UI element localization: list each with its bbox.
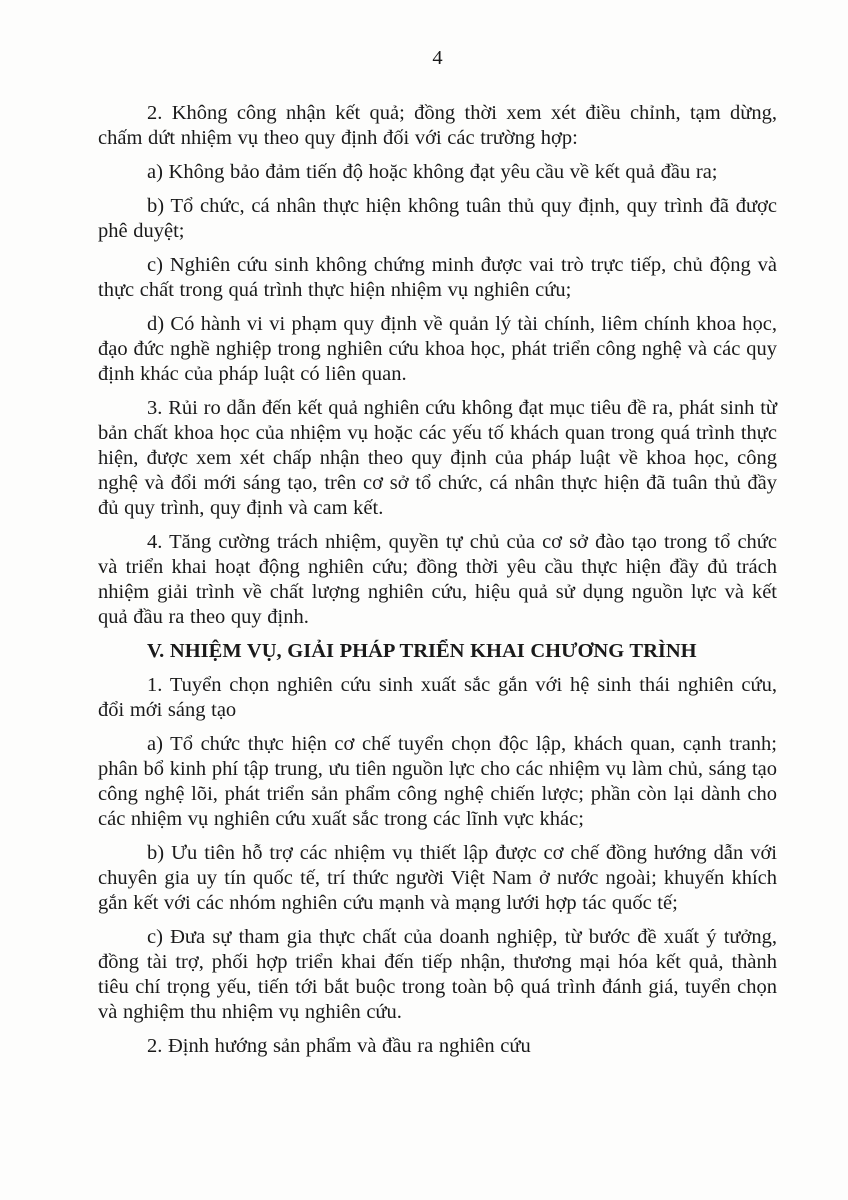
paragraph-item-4: 4. Tăng cường trách nhiệm, quyền tự chủ của cơ sở đào tạo trong tổ chức và triển khai hoạt động nghiên cứu; đồng thời yêu cầu thực hiện đầy đủ trách nhiệm giải trình về chất lượng nghiên cứu, hiệu quả sử dụng nguồn lực và kết quả đầu ra theo quy định.: [98, 531, 777, 628]
section-v-heading: V. NHIỆM VỤ, GIẢI PHÁP TRIỂN KHAI CHƯƠNG TRÌNH: [147, 640, 697, 662]
paragraph-point-a: a) Không bảo đảm tiến độ hoặc không đạt yêu cầu về kết quả đầu ra;: [147, 161, 718, 183]
paragraph-item-1-section-v: 1. Tuyển chọn nghiên cứu sinh xuất sắc gắn với hệ sinh thái nghiên cứu, đổi mới sáng tạo: [98, 674, 777, 721]
paragraph-point-c-section-v: c) Đưa sự tham gia thực chất của doanh nghiệp, từ bước đề xuất ý tưởng, đồng tài trợ, phối hợp triển khai đến tiếp nhận, thương mại hóa kết quả, thành tiêu chí trọng yếu, tiến tới bắt buộc trong toàn bộ quá trình đánh giá, tuyển chọn và nghiệm thu nhiệm vụ nghiên cứu.: [98, 926, 777, 1023]
paragraph-point-a-section-v: a) Tổ chức thực hiện cơ chế tuyển chọn độc lập, khách quan, cạnh tranh; phân bổ kinh phí tập trung, ưu tiên nguồn lực cho các nhiệm vụ làm chủ, sáng tạo công nghệ lõi, phát triển sản phẩm công nghệ chiến lược; phần còn lại dành cho các nhiệm vụ nghiên cứu xuất sắc trong các lĩnh vực khác;: [98, 733, 777, 830]
paragraph-item-2: 2. Không công nhận kết quả; đồng thời xem xét điều chỉnh, tạm dừng, chấm dứt nhiệm vụ theo quy định đối với các trường hợp:: [98, 102, 777, 149]
paragraph-item-2-section-v: 2. Định hướng sản phẩm và đầu ra nghiên cứu: [147, 1035, 531, 1057]
paragraph-point-b: b) Tổ chức, cá nhân thực hiện không tuân thủ quy định, quy trình đã được phê duyệt;: [98, 195, 777, 242]
paragraph-point-d: d) Có hành vi vi phạm quy định về quản lý tài chính, liêm chính khoa học, đạo đức nghề nghiệp trong nghiên cứu khoa học, phát triển công nghệ và các quy định khác của pháp luật có liên quan.: [98, 313, 777, 385]
page-content: [98, 46, 777, 1068]
paragraph-point-b-section-v: b) Ưu tiên hỗ trợ các nhiệm vụ thiết lập được cơ chế đồng hướng dẫn với chuyên gia uy tín quốc tế, trí thức người Việt Nam ở nước ngoài; khuyến khích gắn kết với các nhóm nghiên cứu mạnh và mạng lưới hợp tác quốc tế;: [98, 842, 777, 914]
paragraph-item-3: 3. Rủi ro dẫn đến kết quả nghiên cứu không đạt mục tiêu đề ra, phát sinh từ bản chất khoa học của nhiệm vụ hoặc các yếu tố khách quan trong quá trình thực hiện, được xem xét chấp nhận theo quy định của pháp luật về khoa học, công nghệ và đổi mới sáng tạo, trên cơ sở tổ chức, cá nhân thực hiện đã tuân thủ đầy đủ quy trình, quy định và cam kết.: [98, 397, 777, 519]
page-number: 4: [432, 47, 443, 69]
paragraph-point-c: c) Nghiên cứu sinh không chứng minh được vai trò trực tiếp, chủ động và thực chất trong quá trình thực hiện nhiệm vụ nghiên cứu;: [98, 254, 777, 301]
